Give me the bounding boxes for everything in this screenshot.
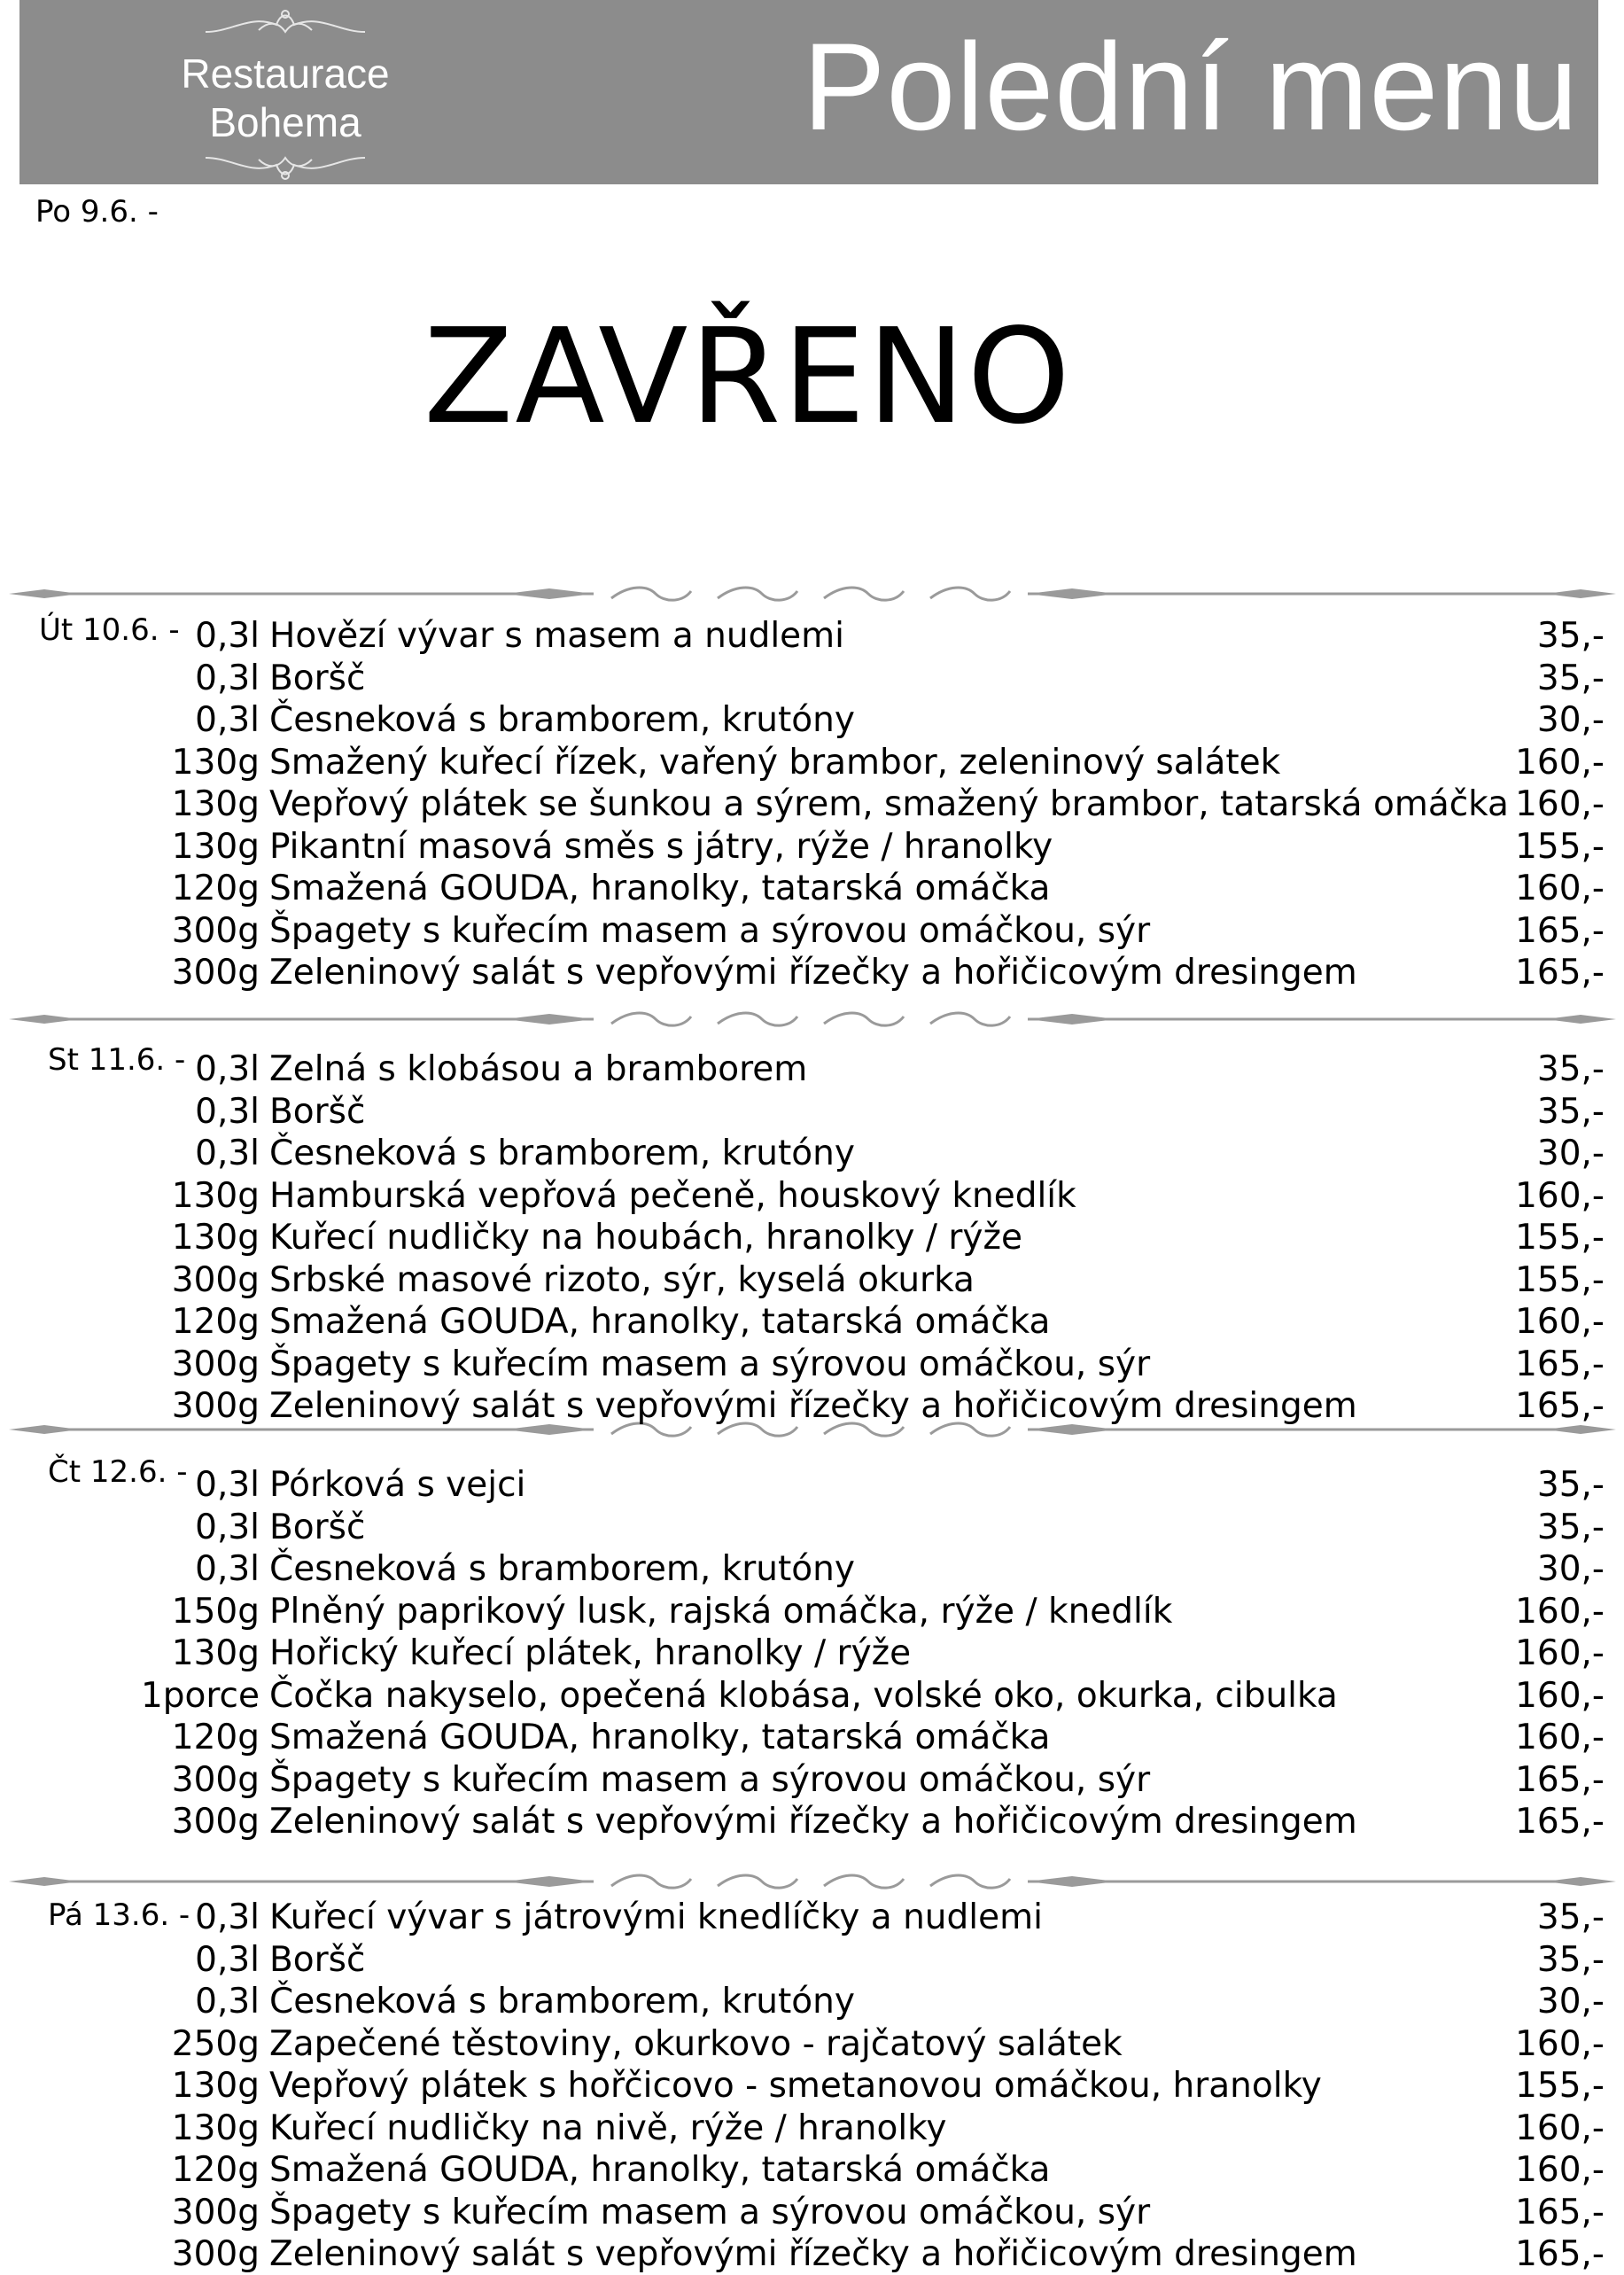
menu-item <box>0 784 1624 825</box>
restaurant-logo <box>152 0 418 184</box>
menu-item-quantity: 0,3l <box>195 1134 260 1173</box>
menu-item-price: 165,- <box>1515 910 1605 951</box>
menu-item-quantity: 0,3l <box>195 1549 260 1589</box>
menu-item <box>0 2234 1624 2275</box>
menu-item-quantity: 130g <box>171 826 260 867</box>
menu-item-quantity: 0,3l <box>195 658 260 698</box>
menu-item-quantity: 130g <box>171 1218 260 1258</box>
menu-item-name: Smažená GOUDA, hranolky, tatarská omáčka <box>269 1718 1051 1757</box>
menu-item-quantity: 0,3l <box>195 1091 260 1132</box>
menu-item <box>0 2066 1624 2107</box>
menu-item-price: 160,- <box>1515 869 1605 908</box>
menu-item-name: Pórková s vejci <box>269 1465 526 1505</box>
divider-ornament-icon <box>9 1006 1616 1032</box>
menu-item-quantity: 0,3l <box>195 1465 260 1505</box>
menu-item-name: Smažená GOUDA, hranolky, tatarská omáčka <box>269 869 1051 908</box>
menu-item-quantity: 150g <box>171 1591 260 1632</box>
divider-ornament-icon <box>9 580 1616 607</box>
menu-item-price: 165,- <box>1515 2234 1605 2274</box>
menu-item-price: 160,- <box>1515 1718 1605 1757</box>
menu-item-price: 35,- <box>1536 1939 1605 1980</box>
closed-notice: ZAVŘENO <box>423 300 1072 453</box>
menu-item <box>0 1134 1624 1174</box>
menu-item-name: Zapečené těstoviny, okurkovo - rajčatový salátek <box>269 2023 1123 2064</box>
menu-item-price: 155,- <box>1515 826 1605 867</box>
menu-item <box>0 2108 1624 2149</box>
menu-item-quantity: 130g <box>171 784 260 824</box>
menu-item-quantity: 130g <box>171 1633 260 1673</box>
menu-item-quantity: 130g <box>171 2107 260 2148</box>
menu-item-price: 35,- <box>1536 1465 1605 1505</box>
menu-item <box>0 2024 1624 2065</box>
menu-item-name: Špagety s kuřecím masem a sýrovou omáčkou, sýr <box>269 2192 1151 2232</box>
menu-item-quantity: 300g <box>171 2234 260 2274</box>
menu-item-quantity: 300g <box>171 1759 260 1800</box>
ornament-top-icon <box>197 5 374 41</box>
menu-item-price: 155,- <box>1515 1218 1605 1258</box>
menu-item-price: 160,- <box>1515 1302 1605 1342</box>
menu-item-quantity: 120g <box>171 1718 260 1757</box>
menu-item-price: 160,- <box>1515 1591 1605 1632</box>
menu-item-name: Vepřový plátek se šunkou a sýrem, smažený brambor, tatarská omáčka <box>269 784 1509 824</box>
menu-item-price: 155,- <box>1515 1259 1605 1300</box>
menu-item <box>0 700 1624 741</box>
menu-item-price: 165,- <box>1515 1386 1605 1426</box>
menu-item-price: 160,- <box>1515 784 1605 824</box>
menu-item <box>0 616 1624 657</box>
menu-item-price: 160,- <box>1515 742 1605 783</box>
menu-item-quantity: 250g <box>171 2023 260 2064</box>
divider-ornament-icon <box>9 1868 1616 1895</box>
menu-item-name: Smažená GOUDA, hranolky, tatarská omáčka <box>269 2150 1051 2190</box>
menu-item-name: Česneková s bramborem, krutóny <box>269 1982 855 2022</box>
menu-item-price: 35,- <box>1536 1897 1605 1937</box>
menu-item-quantity: 130g <box>171 2066 260 2106</box>
menu-item-name: Kuřecí nudličky na nivě, rýže / hranolky <box>269 2107 947 2148</box>
day-label: Út 10.6. - <box>39 612 180 648</box>
day-label: Čt 12.6. - <box>48 1454 188 1490</box>
menu-item-price: 165,- <box>1515 1802 1605 1842</box>
menu-item <box>0 1718 1624 1758</box>
menu-item-name: Hovězí vývar s masem a nudlemi <box>269 616 844 656</box>
menu-item-quantity: 0,3l <box>195 1049 260 1089</box>
menu-item-name: Pikantní masová směs s játry, rýže / hranolky <box>269 826 1053 867</box>
menu-item-name: Plněný paprikový lusk, rajská omáčka, rýže / knedlík <box>269 1591 1173 1632</box>
menu-item-price: 155,- <box>1515 2066 1605 2106</box>
menu-item-name: Boršč <box>269 1507 366 1547</box>
menu-item-name: Zeleninový salát s vepřovými řízečky a hořičicovým dresingem <box>269 1802 1357 1842</box>
menu-item-price: 160,- <box>1515 1675 1605 1716</box>
menu-item-name: Špagety s kuřecím masem a sýrovou omáčkou, sýr <box>269 910 1151 951</box>
menu-item <box>0 911 1624 952</box>
ornament-bottom-icon <box>197 149 374 184</box>
menu-item <box>0 1897 1624 1938</box>
menu-item <box>0 1508 1624 1548</box>
menu-item <box>0 2193 1624 2233</box>
menu-item-price: 35,- <box>1536 616 1605 656</box>
menu-item-quantity: 120g <box>171 869 260 908</box>
menu-item-quantity: 0,3l <box>195 1982 260 2022</box>
menu-item-name: Česneková s bramborem, krutóny <box>269 700 855 740</box>
menu-item-quantity: 130g <box>171 1175 260 1216</box>
menu-item-price: 165,- <box>1515 1344 1605 1384</box>
menu-item-quantity: 300g <box>171 1344 260 1384</box>
menu-item-price: 35,- <box>1536 1091 1605 1132</box>
menu-item-price: 30,- <box>1536 700 1605 740</box>
menu-item <box>0 1760 1624 1801</box>
menu-item <box>0 658 1624 699</box>
menu-item-name: Česneková s bramborem, krutóny <box>269 1549 855 1589</box>
menu-item-name: Boršč <box>269 658 366 698</box>
menu-item-quantity: 300g <box>171 1259 260 1300</box>
menu-item <box>0 1344 1624 1385</box>
menu-item-name: Zeleninový salát s vepřovými řízečky a hořičicovým dresingem <box>269 953 1357 993</box>
menu-item-name: Hamburská vepřová pečeně, houskový knedlík <box>269 1175 1076 1216</box>
page-title: Polední menu <box>803 17 1579 156</box>
menu-item <box>0 2150 1624 2191</box>
menu-item-name: Hořický kuřecí plátek, hranolky / rýže <box>269 1633 912 1673</box>
menu-item-name: Zeleninový salát s vepřovými řízečky a hořičicovým dresingem <box>269 1386 1357 1426</box>
menu-item-price: 160,- <box>1515 2107 1605 2148</box>
menu-item <box>0 1465 1624 1506</box>
menu-item-quantity: 0,3l <box>195 1939 260 1980</box>
menu-item-quantity: 300g <box>171 1386 260 1426</box>
menu-item <box>0 743 1624 783</box>
menu-item <box>0 1386 1624 1427</box>
menu-item-quantity: 300g <box>171 1802 260 1842</box>
menu-item-price: 165,- <box>1515 1759 1605 1800</box>
menu-item <box>0 1592 1624 1632</box>
menu-item-quantity: 0,3l <box>195 700 260 740</box>
menu-item-price: 160,- <box>1515 2150 1605 2190</box>
menu-item-quantity: 300g <box>171 910 260 951</box>
menu-item-name: Špagety s kuřecím masem a sýrovou omáčkou, sýr <box>269 1759 1151 1800</box>
day-label: Pá 13.6. - <box>48 1897 190 1933</box>
menu-item-price: 165,- <box>1515 2192 1605 2232</box>
day-label: St 11.6. - <box>48 1042 186 1078</box>
menu-item-price: 30,- <box>1536 1982 1605 2022</box>
menu-item-name: Čočka nakyselo, opečená klobása, volské oko, okurka, cibulka <box>269 1675 1338 1716</box>
menu-item-name: Zelná s klobásou a bramborem <box>269 1049 808 1089</box>
menu-item-price: 160,- <box>1515 2023 1605 2064</box>
menu-item-quantity: 1porce <box>140 1675 260 1716</box>
header-banner <box>19 0 1598 184</box>
menu-item-name: Vepřový plátek s hořčicovo - smetanovou omáčkou, hranolky <box>269 2066 1322 2106</box>
menu-item <box>0 1802 1624 1843</box>
menu-item-name: Srbské masové rizoto, sýr, kyselá okurka <box>269 1259 975 1300</box>
menu-item <box>0 869 1624 909</box>
menu-item-quantity: 120g <box>171 2150 260 2190</box>
menu-item <box>0 1092 1624 1133</box>
menu-item-name: Špagety s kuřecím masem a sýrovou omáčkou, sýr <box>269 1344 1151 1384</box>
menu-item-price: 35,- <box>1536 1507 1605 1547</box>
menu-item-price: 165,- <box>1515 953 1605 993</box>
menu-item-quantity: 0,3l <box>195 616 260 656</box>
logo-line-1: Restaurace <box>181 51 390 97</box>
menu-item <box>0 1260 1624 1301</box>
menu-item <box>0 953 1624 993</box>
menu-item-price: 30,- <box>1536 1549 1605 1589</box>
menu-item-name: Kuřecí vývar s játrovými knedlíčky a nudlemi <box>269 1897 1043 1937</box>
menu-item-name: Smažený kuřecí řízek, vařený brambor, zeleninový salátek <box>269 742 1281 783</box>
menu-item-quantity: 300g <box>171 953 260 993</box>
menu-item-quantity: 0,3l <box>195 1897 260 1937</box>
menu-item-quantity: 130g <box>171 742 260 783</box>
day-label-monday: Po 9.6. - <box>35 194 159 230</box>
menu-item-name: Kuřecí nudličky na houbách, hranolky / rýže <box>269 1218 1022 1258</box>
menu-item <box>0 1982 1624 2022</box>
menu-item <box>0 1549 1624 1590</box>
menu-item-name: Boršč <box>269 1091 366 1132</box>
logo-line-2: Bohema <box>209 99 361 145</box>
menu-item-quantity: 120g <box>171 1302 260 1342</box>
menu-item <box>0 827 1624 868</box>
menu-item-name: Česneková s bramborem, krutóny <box>269 1134 855 1173</box>
menu-item <box>0 1940 1624 1981</box>
menu-item-name: Zeleninový salát s vepřovými řízečky a hořičicovým dresingem <box>269 2234 1357 2274</box>
menu-item-price: 160,- <box>1515 1633 1605 1673</box>
menu-item-price: 30,- <box>1536 1134 1605 1173</box>
menu-item-name: Smažená GOUDA, hranolky, tatarská omáčka <box>269 1302 1051 1342</box>
menu-item-price: 35,- <box>1536 1049 1605 1089</box>
menu-item <box>0 1218 1624 1258</box>
menu-item-quantity: 0,3l <box>195 1507 260 1547</box>
menu-item <box>0 1676 1624 1717</box>
menu-item <box>0 1633 1624 1674</box>
menu-item-price: 35,- <box>1536 658 1605 698</box>
menu-item-name: Boršč <box>269 1939 366 1980</box>
menu-item-price: 160,- <box>1515 1175 1605 1216</box>
menu-item-quantity: 300g <box>171 2192 260 2232</box>
menu-item <box>0 1176 1624 1217</box>
menu-item <box>0 1302 1624 1343</box>
menu-item <box>0 1049 1624 1090</box>
